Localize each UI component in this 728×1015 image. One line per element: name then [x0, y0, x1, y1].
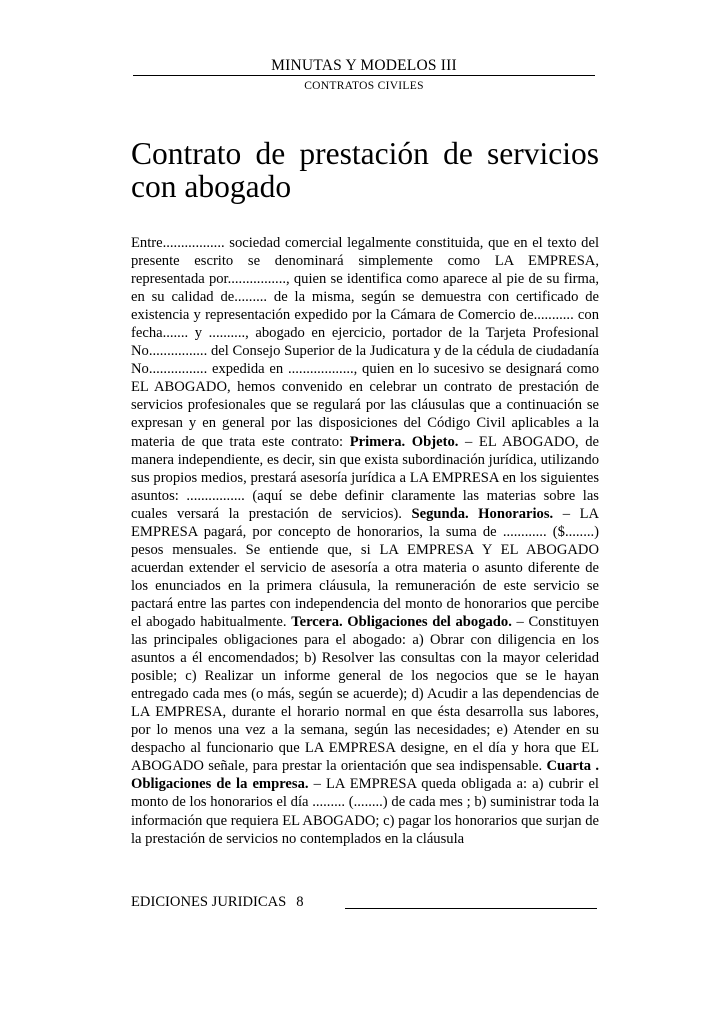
page-footer [131, 893, 597, 913]
document-title: Contrato de prestación de servicios con abogado [131, 136, 599, 204]
clause-heading-second: Segunda. Honorarios. [411, 505, 554, 522]
header-rule [133, 75, 595, 76]
document-body [131, 234, 599, 848]
footer-rule [345, 908, 597, 909]
clause-text-fourth: – LA EMPRESA queda obligada a: a) cubrir el monto de los honorarios el día ......... (........) de cada mes ; b) suministrar toda la información que requiera EL ABOGADO; c) pagar los honorarios que surjan de la prestación de servicios no contemplados en la cláusula [131, 776, 599, 847]
footer-publisher: EDICIONES JURIDICAS [131, 894, 287, 910]
page-header [133, 57, 595, 93]
clause-text-second: – LA EMPRESA pagará, por concepto de honorarios, la suma de ............ ($........) pesos mensuales. Se entiende que, si LA EMPRESA Y EL ABOGADO acuerdan extender el servicio de asesoría a otra materia o asunto diferente de los enunciados en la primera cláusula, la remuneración de este servicio se pactará entre las partes con independencia del monto de honorarios que percibe el abogado habitualmente. [131, 505, 600, 630]
body-text-intro: Entre................. sociedad comercial legalmente constituida, que en el texto del presente escrito se denominará simplemente como LA EMPRESA, representada por................, quien se identifica como aparece al pie de su firma, en su calidad de......... de la misma, según se demuestra con certificado de existencia y representación expedido por la Cámara de Comercio de........... con fecha....... y .........., abogado en ejercicio, portador de la Tarjeta Profesional No................ del Consejo Superior de la Judicatura y de la cédula de ciudadanía No................ expedida en .................., quien en lo sucesivo se designará como EL ABOGADO, hemos convenido en celebrar un contrato de prestación de servicios profesionales que se regulará por las cláusulas que a continuación se expresan y en general por las disposiciones del Código Civil aplicables a la materia de que trata este contrato: [131, 235, 599, 450]
clause-text-first: – EL ABOGADO, de manera independiente, es decir, sin que exista subordinación jurídica, utilizando sus propios medios, prestará asesoría jurídica a LA EMPRESA en los siguientes asuntos: ................ (aquí se debe definir claramente las materias sobre las cuales versará la prestación de servicios). [131, 433, 600, 522]
clause-heading-first: Primera. Objeto. [349, 433, 459, 450]
clause-heading-fourth: Cuarta . Obligaciones de la empresa. [131, 758, 599, 793]
page-number: 8 [296, 894, 304, 910]
header-subtitle: CONTRATOS CIVILES [304, 80, 424, 92]
clause-text-third: – Constituyen las principales obligaciones para el abogado: a) Obrar con diligencia en los asuntos a él encomendados; b) Resolver las consultas con la mayor celeridad posible; c) Realizar un informe general de los negocios que se le hayan entregado cada mes (o más, según se acuerde); d) Acudir a las dependencias de LA EMPRESA, durante el horario normal en que ésta desarrolla sus labores, por lo menos una vez a la semana, según las necesidades; e) Atender en su despacho al funcionario que LA EMPRESA designe, en el día y hora que EL ABOGADO señale, para prestar la orientación que sea indispensable. [131, 613, 599, 775]
footer-label [131, 893, 304, 911]
clause-heading-third: Tercera. Obligaciones del abogado. [291, 613, 512, 630]
header-title: MINUTAS Y MODELOS III [271, 57, 457, 74]
